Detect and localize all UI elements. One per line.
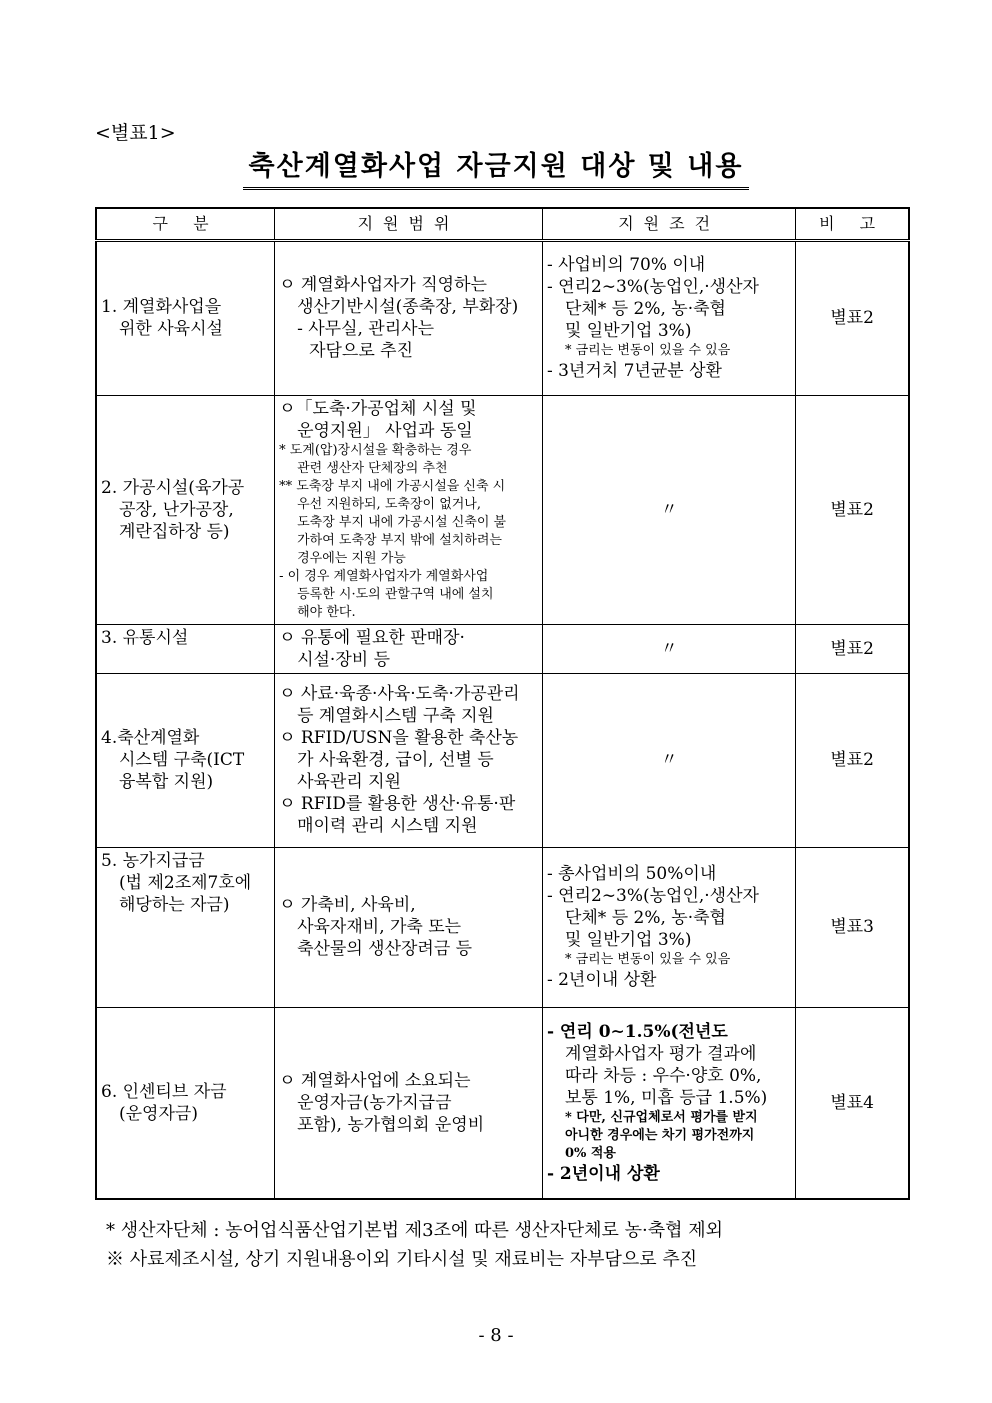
row-scope (275, 624, 543, 673)
row-conditions: 〃 (542, 673, 795, 847)
table-row (96, 240, 909, 395)
text-line: (법 제2조제7호에 (119, 872, 252, 893)
row-scope (275, 1007, 543, 1199)
text-line: 포함), 농가협의회 운영비 (297, 1114, 485, 1135)
text-line: 해야 한다. (297, 604, 356, 620)
text-line: 아니한 경우에는 차기 평가전까지 (564, 1127, 755, 1143)
text-line: ㅇ 사료·육종·사육·도축·가공관리 (279, 684, 520, 704)
row-scope (275, 673, 543, 847)
text-line: - 연리2∼3%(농업인,·생산자 (546, 277, 759, 297)
table-row (96, 624, 909, 673)
text-line: 6. 인센티브 자금 (101, 1081, 227, 1102)
row-category (96, 624, 275, 673)
text-line: ㅇ 계열화사업자가 직영하는 (279, 275, 487, 295)
table-row (96, 673, 909, 847)
text-line: 5. 농가지급금 (101, 850, 205, 871)
row-category (96, 847, 275, 1007)
table-row (96, 395, 909, 624)
row-conditions: 〃 (542, 624, 795, 673)
text-line: - 연리 0∼1.5%(전년도 (546, 1021, 728, 1042)
row-scope (275, 847, 543, 1007)
text-line: - 3년거치 7년균분 상환 (546, 361, 722, 381)
text-line: - 이 경우 계열화사업자가 계열화사업 (279, 568, 489, 584)
text-line: 공장, 난가공장, (119, 499, 234, 520)
text-line: * 금리는 변동이 있을 수 있음 (564, 952, 731, 967)
text-line: 4.축산계열화 (101, 728, 200, 748)
text-line: 및 일반기업 3%) (564, 930, 692, 950)
text-line: 등록한 시·도의 관할구역 내에 설치 (297, 586, 494, 602)
text-line: 계란집하장 등) (119, 521, 230, 542)
row-note: 별표2 (796, 395, 909, 624)
text-line: 시설·장비 등 (297, 649, 390, 670)
row-conditions (542, 1007, 795, 1199)
row-note: 별표3 (796, 847, 909, 1007)
annex-label: <별표1> (95, 122, 176, 144)
table-row (96, 847, 909, 1007)
row-scope (275, 240, 543, 395)
document-title (0, 144, 992, 190)
text-line: - 총사업비의 50%이내 (546, 864, 717, 884)
text-line: 위한 사육시설 (119, 319, 223, 339)
text-line: ㅇ「도축·가공업체 시설 및 (279, 398, 477, 419)
text-line: 가하여 도축장 부지 밖에 설치하려는 (297, 532, 502, 548)
title-text: 축산계열화사업 자금지원 대상 및 내용 (243, 144, 750, 190)
text-line: 사육관리 지원 (297, 772, 402, 792)
text-line: - 사무실, 관리사는 (297, 319, 434, 339)
row-conditions (542, 847, 795, 1007)
text-line: ㅇ 계열화사업에 소요되는 (279, 1070, 471, 1091)
footnote-producer-group: * 생산자단체 : 농어업식품산업기본법 제3조에 따른 생산자단체로 농·축협 제외 (106, 1220, 724, 1241)
row-category (96, 395, 275, 624)
table-row (96, 1007, 909, 1199)
text-line: - 사업비의 70% 이내 (546, 255, 706, 275)
text-line: 자담으로 추진 (309, 341, 414, 361)
text-line: 가 사육환경, 급이, 선별 등 (297, 750, 494, 770)
text-line: 관련 생산자 단체장의 추천 (297, 460, 448, 476)
header-conditions: 지원조건 (542, 208, 795, 240)
header-scope: 지원범위 (275, 208, 543, 240)
text-line: 융복합 지원) (119, 772, 214, 792)
text-line: * 금리는 변동이 있을 수 있음 (564, 343, 731, 358)
text-line: 운영자금(농가지급금 (297, 1092, 452, 1113)
text-line: 운영지원」 사업과 동일 (297, 420, 473, 441)
text-line: ㅇ RFID를 활용한 생산·유통·판 (279, 794, 516, 814)
text-line: 따라 차등 : 우수·양호 0%, (564, 1065, 762, 1086)
row-scope (275, 395, 543, 624)
text-line: 1. 계열화사업을 (101, 297, 222, 317)
row-note: 별표2 (796, 240, 909, 395)
text-line: ㅇ RFID/USN을 활용한 축산농 (279, 728, 519, 748)
text-line: ㅇ 유통에 필요한 판매장· (279, 627, 465, 648)
text-line: 경우에는 지원 가능 (297, 550, 406, 566)
footnote-self-funding: ※ 사료제조시설, 상기 지원내용이외 기타시설 및 재료비는 자부담으로 추진 (106, 1249, 698, 1270)
support-table (95, 207, 910, 1200)
text-line: 매이력 관리 시스템 지원 (297, 816, 478, 836)
page-number: - 8 - (478, 1325, 514, 1346)
text-line: 축산물의 생산장려금 등 (297, 939, 473, 959)
text-line: ㅇ 가축비, 사육비, (279, 895, 416, 915)
text-line: 생산기반시설(종축장, 부화장) (297, 297, 519, 317)
table-header-row (96, 208, 909, 240)
text-line: 등 계열화시스템 구축 지원 (297, 706, 494, 726)
text-line: ** 도축장 부지 내에 가공시설을 신축 시 (279, 478, 506, 494)
text-line: * 도계(압)장시설을 확충하는 경우 (279, 442, 472, 458)
text-line: 3. 유통시설 (101, 627, 189, 648)
text-line: 2. 가공시설(육가공 (101, 477, 245, 498)
text-line: 사육자재비, 가축 또는 (297, 917, 462, 937)
text-line: - 연리2∼3%(농업인,·생산자 (546, 886, 759, 906)
text-line: 보통 1%, 미흡 등급 1.5%) (564, 1087, 768, 1108)
row-category (96, 1007, 275, 1199)
header-category: 구 분 (96, 208, 275, 240)
row-category (96, 240, 275, 395)
text-line: 단체* 등 2%, 농·축협 (564, 908, 726, 928)
text-line: (운영자금) (119, 1103, 198, 1124)
text-line: - 2년이내 상환 (546, 1163, 660, 1184)
text-line: 해당하는 자금) (119, 894, 230, 915)
row-note: 별표2 (796, 624, 909, 673)
text-line: - 2년이내 상환 (546, 970, 657, 990)
header-note: 비 고 (796, 208, 909, 240)
row-conditions: 〃 (542, 395, 795, 624)
text-line: 우선 지원하되, 도축장이 없거나, (297, 496, 481, 512)
text-line: 및 일반기업 3%) (564, 321, 692, 341)
row-conditions (542, 240, 795, 395)
text-line: 도축장 부지 내에 가공시설 신축이 불 (297, 514, 507, 530)
text-line: 계열화사업자 평가 결과에 (564, 1043, 757, 1064)
row-category (96, 673, 275, 847)
row-note: 별표2 (796, 673, 909, 847)
row-note: 별표4 (796, 1007, 909, 1199)
text-line: * 다만, 신규업체로서 평가를 받지 (564, 1109, 758, 1125)
text-line: 시스템 구축(ICT (119, 750, 245, 770)
text-line: 단체* 등 2%, 농·축협 (564, 299, 726, 319)
text-line: 0% 적용 (564, 1145, 616, 1161)
